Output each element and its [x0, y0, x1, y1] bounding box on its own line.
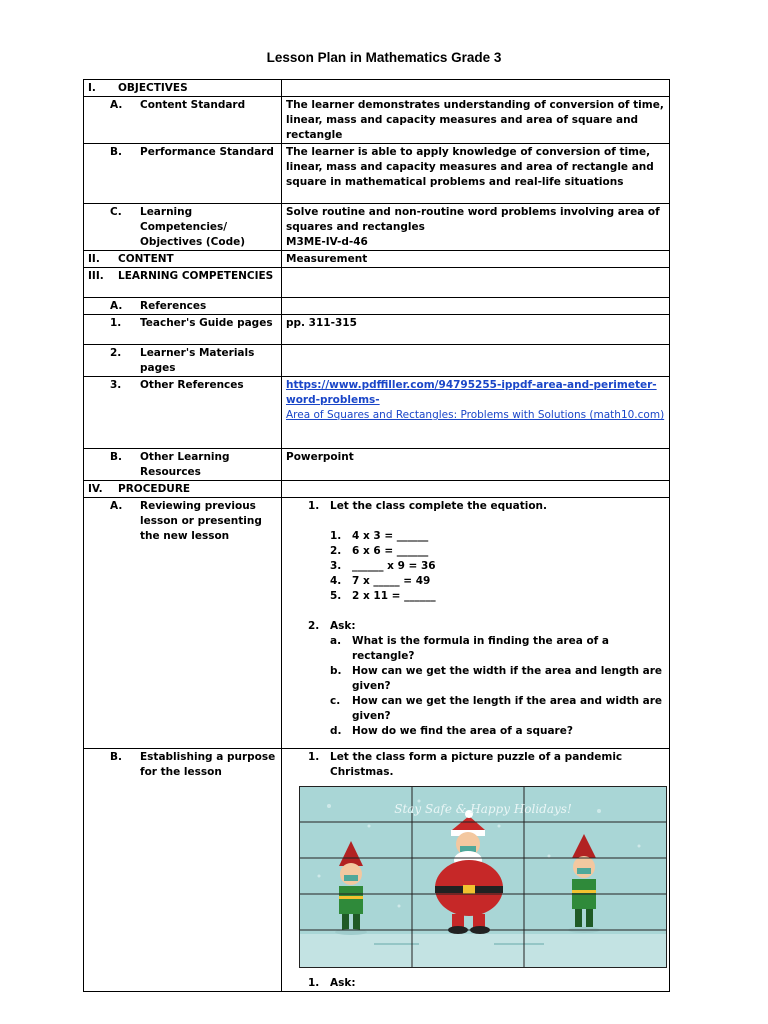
- procedure-heading: PROCEDURE: [118, 483, 191, 495]
- step-ask: 2. Ask:: [308, 620, 356, 632]
- references-label: References: [140, 300, 207, 312]
- row-content: II. CONTENT Measurement: [84, 251, 670, 268]
- math10-link[interactable]: Area of Squares and Rectangles: Problems with Solutions (math10.com): [286, 409, 665, 421]
- step-picture-puzzle: 1. Let the class form a picture puzzle of a pandemic Christmas.: [308, 751, 623, 778]
- question-item: c. How can we get the length if the area and width are given?: [330, 695, 663, 722]
- row-objectives: I. OBJECTIVES: [84, 80, 670, 97]
- objectives-heading: OBJECTIVES: [118, 82, 188, 94]
- row-learning-competencies: III. LEARNING COMPETENCIES: [84, 268, 670, 298]
- row-learners-materials: 2. Learner's Materials pages: [84, 345, 670, 377]
- ask-step-puzzle: [308, 976, 665, 991]
- row-establishing-purpose: B. Establishing a purpose for the lesson 1. Let the class form a picture puzzle of a pandemic Christmas. Stay Safe & Happy Holidays! 1. Ask:: [84, 749, 670, 992]
- establishing-steps: [308, 750, 665, 780]
- row-procedure: IV. PROCEDURE: [84, 481, 670, 498]
- performance-standard-label: Performance Standard: [140, 146, 274, 158]
- ask-step: [308, 619, 665, 634]
- question-list: [330, 634, 665, 739]
- content-standard-label: Content Standard: [140, 99, 246, 111]
- other-learning-value: Powerpoint: [282, 449, 670, 481]
- question-item: d. How do we find the area of a square?: [330, 725, 573, 737]
- other-learning-label: Other Learning Resources: [140, 451, 230, 478]
- equation-item: 1. 4 x 3 = ______: [330, 530, 429, 542]
- learning-competencies-heading: LEARNING COMPETENCIES: [118, 270, 274, 282]
- equation-item: 3. ______ x 9 = 36: [330, 560, 436, 572]
- step-ask-puzzle: 1. Ask:: [308, 977, 356, 989]
- elf-right: [568, 834, 600, 933]
- reviewing-label: Reviewing previous lesson or presenting the new lesson: [140, 500, 262, 542]
- row-reviewing: A. Reviewing previous lesson or presenting the new lesson 1. Let the class complete the equation. 1. 4 x 3 = ______ 2. 6 x 6 = ______ 3. ______ x 9 = 36 4. 7 x _____ = 49 5. 2 x 11 = ______ 2. Ask: a. What is the formula in finding the area of a rectangle? b. How can we get the width if the area and length are given? c. How can we get the length if the area and width are given? d. How do we find the area of a square?: [84, 498, 670, 749]
- row-teachers-guide: 1. Teacher's Guide pages pp. 311-315: [84, 315, 670, 345]
- establishing-label: Establishing a purpose for the lesson: [140, 751, 276, 778]
- teachers-guide-pages: pp. 311-315: [282, 315, 670, 345]
- row-references: A. References: [84, 298, 670, 315]
- equation-item: 5. 2 x 11 = ______: [330, 590, 436, 602]
- santa: [435, 810, 503, 934]
- elf-left: [335, 841, 367, 935]
- equation-item: 4. 7 x _____ = 49: [330, 575, 431, 587]
- row-other-references: 3. Other References https://www.pdffiller.com/94795255-ippdf-area-and-perimeter-word-problems- Area of Squares and Rectangles: Problems with Solutions (math10.com): [84, 377, 670, 449]
- other-references-label: Other References: [140, 379, 244, 391]
- competency-code: M3ME-IV-d-46: [286, 236, 368, 248]
- learners-materials-label: Learner's Materials pages: [140, 347, 255, 374]
- question-item: b. How can we get the width if the area and length are given?: [330, 665, 663, 692]
- competencies-text: Solve routine and non-routine word problems involving area of squares and rectangles: [286, 206, 660, 233]
- equation-item: 2. 6 x 6 = ______: [330, 545, 429, 557]
- pdffiller-link[interactable]: https://www.pdffiller.com/94795255-ippdf-area-and-perimeter-word-problems-: [286, 379, 657, 406]
- competencies-label: Learning Competencies/ Objectives (Code): [140, 206, 246, 248]
- content-heading: CONTENT: [118, 253, 174, 265]
- content-value: Measurement: [282, 251, 670, 268]
- question-item: a. What is the formula in finding the area of a rectangle?: [330, 635, 609, 662]
- lesson-plan-table: [83, 79, 670, 992]
- performance-standard-text: The learner is able to apply knowledge of conversion of time, linear, mass and capacity measures and area of rectangle and square in mathematical problems and real-life situations: [282, 144, 670, 204]
- document-title: Lesson Plan in Mathematics Grade 3: [266, 50, 502, 65]
- row-performance-standard: B. Performance Standard The learner is able to apply knowledge of conversion of time, linear, mass and capacity measures and area of rectangle and square in mathematical problems and real-life situations: [84, 144, 670, 204]
- equation-list: [330, 529, 665, 604]
- row-content-standard: A. Content Standard The learner demonstrates understanding of conversion of time, linear, mass and capacity measures and area of square and rectangle: [84, 97, 670, 144]
- teachers-guide-label: Teacher's Guide pages: [140, 317, 273, 329]
- row-other-learning-resources: B. Other Learning Resources Powerpoint: [84, 449, 670, 481]
- christmas-picture-puzzle: [299, 786, 667, 968]
- puzzle-caption: Stay Safe & Happy Holidays!: [394, 802, 572, 816]
- content-standard-text: The learner demonstrates understanding of conversion of time, linear, mass and capacity measures and area of square and rectangle: [282, 97, 670, 144]
- row-competencies: C. Learning Competencies/ Objectives (Code) Solve routine and non-routine word problems involving area of squares and rectangles M3ME-IV-d-46: [84, 204, 670, 251]
- reviewing-steps: [308, 499, 665, 514]
- step-complete-equation: 1. Let the class complete the equation.: [308, 500, 547, 512]
